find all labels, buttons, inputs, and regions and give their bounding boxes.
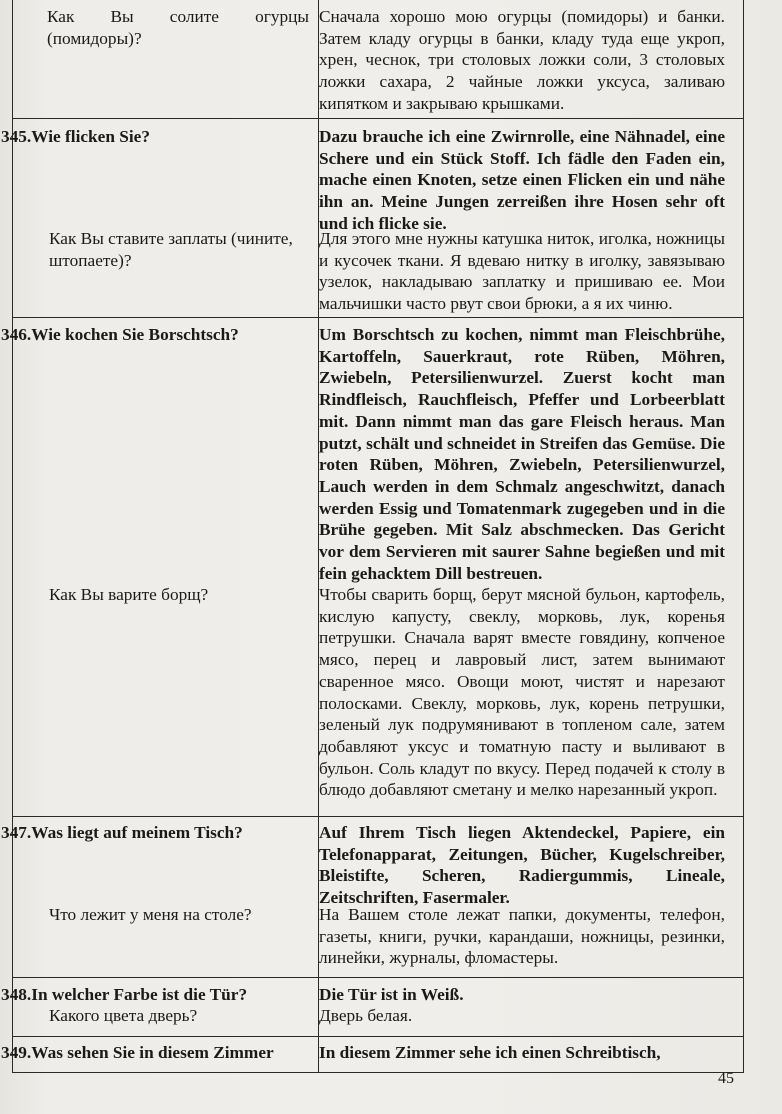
question-348-de: 348.In welcher Farbe ist die Tür? xyxy=(1,985,248,1004)
answer-345-ru: Для этого мне нужны катушка ниток, иголка, ножницы и кусочек ткани. Я вдеваю нитку в иголку, завязываю узелок, накладываю заплатку и пришиваю ее. Мои мальчишки часто рвут свои брюки, а я их чиню. xyxy=(319,229,725,314)
question-347-ru: Что лежит у меня на столе? xyxy=(49,905,252,924)
answer-348-ru: Дверь белая. xyxy=(319,1006,413,1025)
question-345-ru: Как Вы ставите заплаты (чините, штопаете)? xyxy=(49,229,293,270)
question-346-de: 346.Wie kochen Sie Borschtsch? xyxy=(1,325,239,344)
row-separator xyxy=(13,1036,743,1037)
page-number: 45 xyxy=(718,1070,734,1087)
answer-346-ru: Чтобы сварить борщ, берут мясной бульон, картофель, кислую капусту, свеклу, морковь, лук, коренья петрушки. Сначала варят вместе говядину, копченое мясо, перец и лавровый лист, затем вынимают сваренное мясо. Овощи моют, чистят и нарезают полосками. Свеклу, морковь, лук, корень петрушки, зеленый лук подрумянивают в топленом сале, затем добавляют уксус и томатную пасту и выливают в бульон. Соль кладут по вкусу. Перед подачей к столу в блюдо добавляют сметану и мелко нарезанный укроп. xyxy=(319,585,725,800)
question-345-de: 345.Wie flicken Sie? xyxy=(1,127,150,146)
row-separator xyxy=(13,317,743,318)
qa-table xyxy=(1,0,744,1073)
answer-346-de: Um Borschtsch zu kochen, nimmt man Fleischbrühe, Kartoffeln, Sauerkraut, rote Rüben, Möhren, Zwiebeln, Petersilienwurzel. Zuerst kocht man Rindfleisch, Rauchfleisch, Pfeffer und Lorbeerblatt mit. Dann nimmt man das gare Fleisch heraus. Man putzt, schält und schneidet in Streifen das Gemüse. Die roten Rüben, Möhren, Zwiebeln, Petersilienwurzel, Lauch werden in dem Schmalz angeschwitzt, danach werden Essig und Tomatenmark zugegeben und in die Brühe gegeben. Mit Salz abschmecken. Das Gericht vor dem Servieren mit saurer Sahne begießen und mit fein gehacktem Dill bestreuen. xyxy=(319,325,725,583)
answer-349-de: In diesem Zimmer sehe ich einen Schreibtisch, xyxy=(319,1043,661,1062)
row-separator xyxy=(13,977,743,978)
question-346-ru: Как Вы варите борщ? xyxy=(49,585,209,604)
answer-ru: Сначала хорошо мою огурцы (помидоры) и банки. Затем кладу огурцы в банки, кладу туда еще укроп, хрен, чеснок, три столовых ложки соли, 3 столовых ложки сахара, 2 чайные ложки уксуса, заливаю кипятком и закрываю крышками. xyxy=(319,7,725,113)
answer-348-de: Die Tür ist in Weiß. xyxy=(319,985,464,1004)
question-348-ru: Какого цвета дверь? xyxy=(49,1006,198,1025)
answer-347-ru: На Вашем столе лежат папки, документы, телефон, газеты, книги, ручки, карандаши, ножницы, резинки, линейки, журналы, фломастеры. xyxy=(319,905,725,968)
question-347-de: 347.Was liegt auf meinem Tisch? xyxy=(1,823,243,842)
question-349-de: 349.Was sehen Sie in diesem Zimmer xyxy=(1,1043,274,1062)
row-separator xyxy=(13,118,743,119)
answer-345-de: Dazu brauche ich eine Zwirnrolle, eine Nähnadel, eine Schere und ein Stück Stoff. Ich fädle den Faden ein, mache einen Knoten, setze einen Flicken ein und nähe ihn an. Meine Jungen zerreißen ihre Hosen sehr oft und ich flicke sie. xyxy=(319,127,725,233)
row-separator xyxy=(13,816,743,817)
question-ru: Как Вы солите огурцы (помидоры)? xyxy=(47,7,309,48)
answer-347-de: Auf Ihrem Tisch liegen Aktendeckel, Papiere, ein Telefonapparat, Zeitungen, Bücher, Kugelschreiber, Bleistifte, Scheren, Radiergummis, Lineale, Zeitschriften, Fasermaler. xyxy=(319,823,725,908)
